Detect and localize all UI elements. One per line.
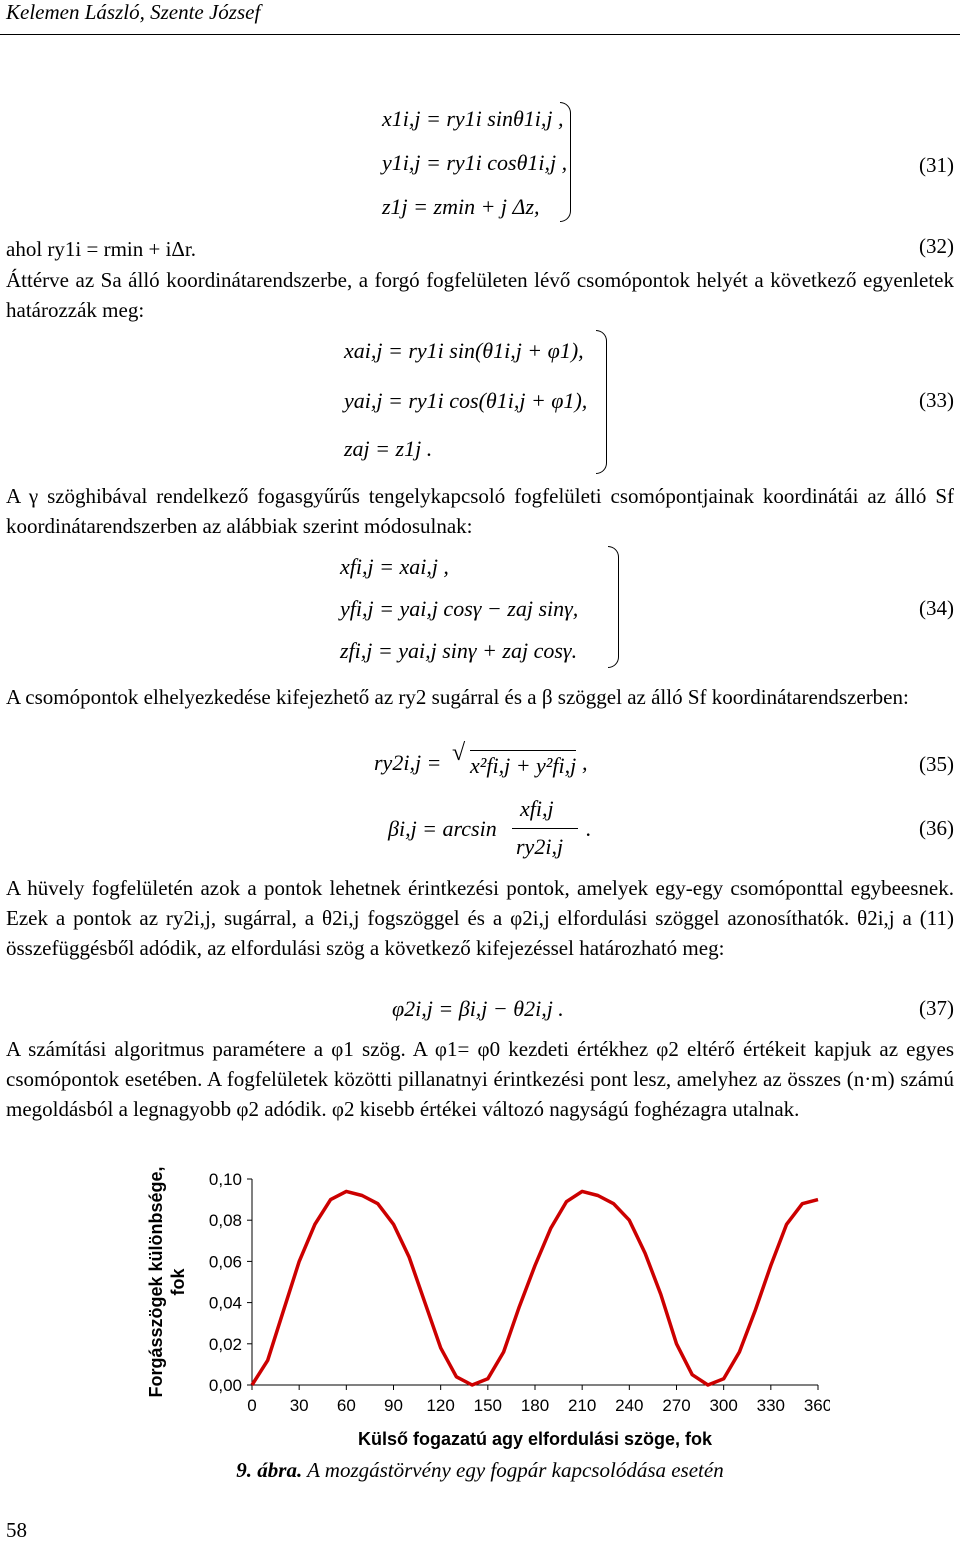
x-tick-label: 360 (803, 1396, 830, 1415)
x-tick-label: 210 (567, 1396, 597, 1415)
eq31-number: (31) (919, 153, 954, 177)
eq31-brace (560, 102, 571, 222)
eq36-denominator: ry2i,j (516, 834, 564, 859)
paragraph-5: A számítási algoritmus paramétere a φ1 szög. A φ1= φ0 kezdeti értékhez φ2 eltérő értékeit kapjuk az egyes csomópontok esetében. A fogfelületek közötti pillanatnyi érintkezési pont lesz, amelyhez az összes (n·m) számú megoldásból a legnagyobb φ2 adódik. φ2 kisebb értékei változó nagyságú foghézagra utalnak. (6, 1037, 954, 1121)
x-tick-label: 240 (615, 1396, 644, 1415)
eq36-lhs: βi,j = arcsin (388, 816, 497, 841)
figure-9-chart (140, 1165, 830, 1460)
x-axis-label: Külső fogazatú agy elfordulási szöge, fok (357, 1429, 713, 1449)
x-tick-label: 180 (520, 1396, 550, 1415)
eq32-number: (32) (919, 234, 954, 258)
eq34-line2: yfi,j = yai,j cosγ − zaj sinγ, (340, 596, 579, 621)
eq35-number: (35) (919, 752, 954, 776)
paragraph-2: A γ szöghibával rendelkező fogasgyűrűs tengelykapcsoló fogfelületi csomópontjainak koordinátái az álló Sf koordinátarendszerben az alábbiak szerint módosulnak: (6, 484, 954, 538)
sqrt-sign: √ (452, 740, 466, 766)
fraction-bar (512, 828, 578, 829)
eq33-number: (33) (919, 388, 954, 412)
paragraph-1: Áttérve az Sa álló koordinátarendszerbe, a forgó fogfelületen lévő csomópontok helyét a következő egyenletek határozzák meg: (6, 268, 954, 322)
eq31-line2: y1i,j = ry1i cosθ1i,j , (382, 150, 568, 175)
x-tick-label: 120 (426, 1396, 455, 1415)
eq37-text: φ2i,j = βi,j − θ2i,j . (392, 996, 564, 1021)
running-header: Kelemen László, Szente József (6, 0, 261, 24)
eq32-text: ahol ry1i = rmin + iΔr. (6, 237, 197, 261)
x-tick-label: 0 (247, 1396, 257, 1415)
x-tick-label: 60 (336, 1396, 356, 1415)
y-tick-label: 0,06 (208, 1252, 242, 1272)
paragraph-3: A csomópontok elhelyezkedése kifejezhető az ry2 sugárral és a β szöggel az álló Sf koordinátarendszerben: (6, 685, 909, 709)
x-tick-label: 300 (709, 1396, 738, 1415)
page-number: 58 (6, 1518, 27, 1542)
eq35-tail: , (582, 750, 588, 775)
eq34-brace (608, 546, 619, 668)
caption-text: A mozgástörvény egy fogpár kapcsolódása esetén (307, 1458, 724, 1482)
figure-caption (0, 1458, 960, 1483)
eq34-line1: xfi,j = xai,j , (340, 554, 449, 579)
y-tick-label: 0,10 (208, 1170, 242, 1189)
x-tick-label: 150 (473, 1396, 503, 1415)
eq33-brace (596, 330, 607, 474)
eq36-number: (36) (919, 816, 954, 840)
y-tick-label: 0,00 (208, 1376, 242, 1395)
series-line (252, 1191, 818, 1385)
x-tick-label: 270 (662, 1396, 691, 1415)
eq37-number: (37) (919, 996, 954, 1020)
eq31-line1: x1i,j = ry1i sinθ1i,j , (382, 106, 564, 131)
y-axis-label-line1: Forgásszögek különbsége, (146, 1166, 166, 1398)
header-rule (0, 34, 960, 35)
chart-svg (140, 1165, 830, 1455)
eq31-line3: z1j = zmin + j Δz, (382, 194, 540, 219)
eq33-line3: zaj = z1j . (344, 436, 433, 461)
x-tick-label: 30 (289, 1396, 309, 1415)
eq33-line1: xai,j = ry1i sin(θ1i,j + φ1), (344, 338, 584, 363)
caption-label: 9. ábra. (236, 1458, 303, 1482)
y-tick-label: 0,04 (208, 1293, 242, 1313)
y-tick-label: 0,08 (208, 1211, 242, 1231)
y-axis-label-line2: fok (168, 1268, 188, 1296)
paragraph-4: A hüvely fogfelületén azok a pontok lehetnek érintkezési pontok, amelyek egy-egy csomóponttal egybeesnek. Ezek a pontok az ry2i,j, sugárral, a θ2i,j fogszöggel és a φ2i,j elfordulási szöggel azonosíthatók. θ2i,j a (11) összefüggésből adódik, az elfordulási szög a következő kifejezéssel határozható meg: (6, 876, 954, 960)
eq35-radicand: x²fi,j + y²fi,j (470, 750, 576, 779)
y-tick-label: 0,02 (208, 1334, 242, 1354)
eq36-numerator: xfi,j (520, 796, 554, 821)
eq34-number: (34) (919, 596, 954, 620)
x-tick-label: 90 (384, 1396, 403, 1415)
eq33-line2: yai,j = ry1i cos(θ1i,j + φ1), (344, 388, 588, 413)
eq34-line3: zfi,j = yai,j sinγ + zaj cosγ. (340, 638, 578, 663)
eq36-tail: . (586, 816, 592, 841)
x-tick-label: 330 (756, 1396, 786, 1415)
eq35-lhs: ry2i,j = (374, 750, 442, 775)
